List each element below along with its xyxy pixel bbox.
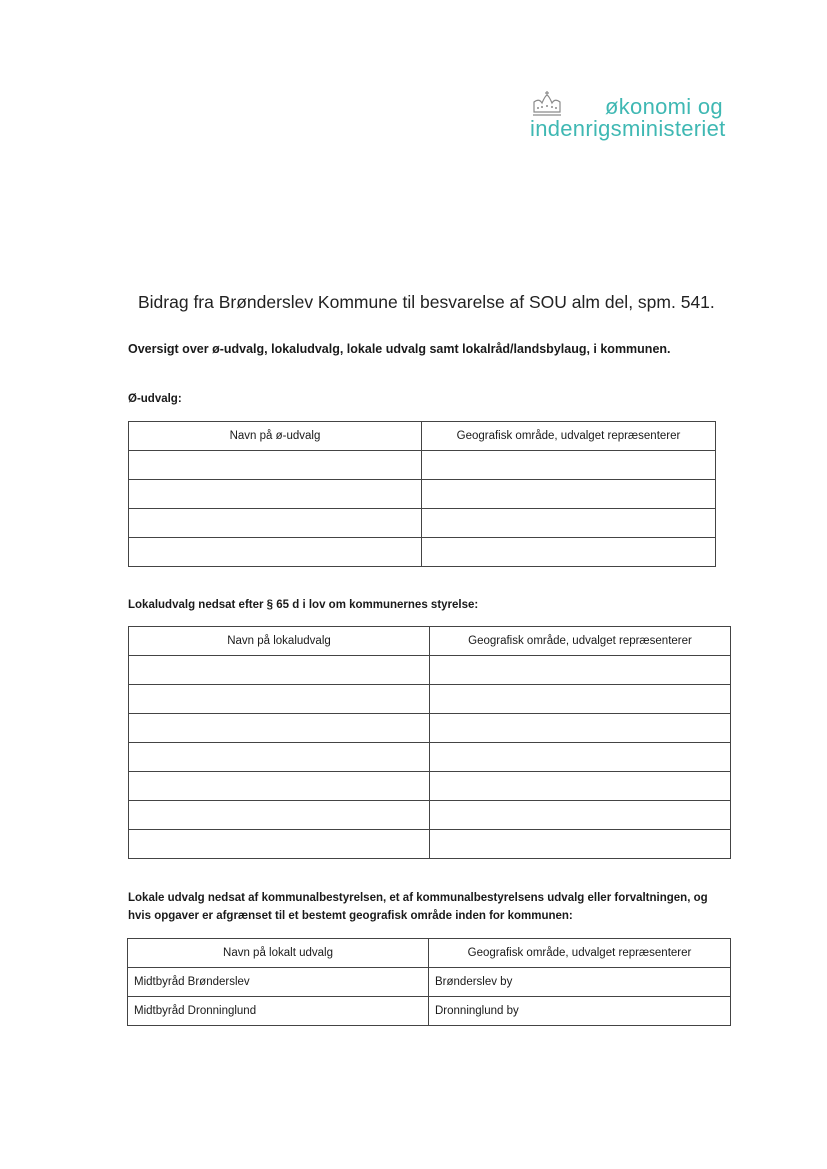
table-row xyxy=(128,997,731,1026)
document-subtitle: Oversigt over ø-udvalg, lokaludvalg, lokale udvalg samt lokalråd/landsbylaug, i kommunen. xyxy=(128,342,671,356)
section-label-lokaludvalg: Lokaludvalg nedsat efter § 65 d i lov om kommunernes styrelse: xyxy=(128,599,479,611)
table-cell[interactable] xyxy=(430,772,731,801)
table-row xyxy=(129,656,731,685)
section-label-oe-udvalg: Ø-udvalg: xyxy=(128,393,182,405)
table-row xyxy=(129,451,716,480)
table-cell[interactable]: Brønderslev by xyxy=(429,968,731,997)
table-row xyxy=(128,968,731,997)
section-label-line1: Lokale udvalg nedsat af kommunalbestyrelsen, et af kommunalbestyrelsens udvalg eller forvaltningen, og xyxy=(128,892,708,904)
column-header-name: Navn på ø-udvalg xyxy=(129,422,422,451)
table-row xyxy=(129,772,731,801)
table-header-row xyxy=(128,939,731,968)
column-header-name: Navn på lokalt udvalg xyxy=(128,939,429,968)
table-row xyxy=(129,743,731,772)
column-header-area: Geografisk område, udvalget repræsenterer xyxy=(422,422,716,451)
column-header-name: Navn på lokaludvalg xyxy=(129,627,430,656)
table-cell[interactable] xyxy=(430,714,731,743)
table-cell[interactable] xyxy=(129,685,430,714)
table-cell[interactable] xyxy=(129,714,430,743)
table-cell[interactable] xyxy=(129,538,422,567)
table-row xyxy=(129,685,731,714)
table-oe-udvalg xyxy=(128,421,716,567)
table-cell[interactable] xyxy=(129,451,422,480)
table-cell[interactable] xyxy=(422,451,716,480)
column-header-area: Geografisk område, udvalget repræsenterer xyxy=(430,627,731,656)
table-row xyxy=(129,830,731,859)
table-cell[interactable] xyxy=(129,480,422,509)
table-row xyxy=(129,480,716,509)
table-cell[interactable]: Midtbyråd Dronninglund xyxy=(128,997,429,1026)
table-cell[interactable]: Dronninglund by xyxy=(429,997,731,1026)
table-cell[interactable] xyxy=(129,743,430,772)
table-cell[interactable] xyxy=(430,830,731,859)
table-cell[interactable] xyxy=(430,685,731,714)
table-header-row xyxy=(129,422,716,451)
column-header-area: Geografisk område, udvalget repræsenterer xyxy=(429,939,731,968)
table-cell[interactable] xyxy=(129,509,422,538)
table-lokaludvalg xyxy=(128,626,731,859)
table-header-row xyxy=(129,627,731,656)
table-cell[interactable] xyxy=(422,509,716,538)
table-row xyxy=(129,801,731,830)
logo-text-line1: økonomi og xyxy=(605,94,723,119)
table-cell[interactable] xyxy=(430,801,731,830)
logo-text-line2: indenrigsministeriet xyxy=(530,116,726,141)
table-cell[interactable] xyxy=(129,801,430,830)
document-title: Bidrag fra Brønderslev Kommune til besvarelse af SOU alm del, spm. 541. xyxy=(138,292,715,312)
table-cell[interactable] xyxy=(430,743,731,772)
table-cell[interactable] xyxy=(129,830,430,859)
table-cell[interactable] xyxy=(422,538,716,567)
table-cell[interactable]: Midtbyråd Brønderslev xyxy=(128,968,429,997)
table-row xyxy=(129,538,716,567)
table-cell[interactable] xyxy=(430,656,731,685)
section-label-lokale-udvalg xyxy=(128,889,708,925)
table-row xyxy=(129,714,731,743)
table-cell[interactable] xyxy=(129,772,430,801)
table-cell[interactable] xyxy=(422,480,716,509)
table-lokale-udvalg xyxy=(127,938,731,1026)
table-cell[interactable] xyxy=(129,656,430,685)
section-label-line2: hvis opgaver er afgrænset til et bestemt geografisk område inden for kommunen: xyxy=(128,910,573,922)
table-row xyxy=(129,509,716,538)
